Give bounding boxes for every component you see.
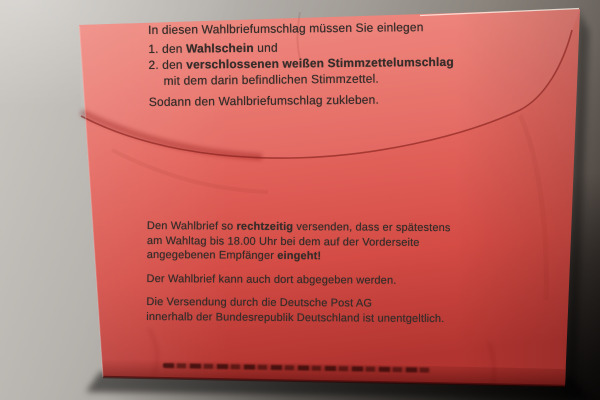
- middle-instructions-block: [146, 219, 450, 326]
- dropoff-paragraph: Der Wahlbrief kann auch dort abgegeben werden.: [146, 272, 397, 287]
- item-2-number: 2.: [148, 57, 159, 72]
- text-segment: Den Wahlbrief so: [146, 219, 237, 233]
- item-1-text-after: und: [253, 40, 278, 55]
- instruction-closing: Sodann den Wahlbriefumschlag zukleben.: [148, 92, 379, 109]
- instruction-item-2-line2: mit dem darin befindlichen Stimmzettel.: [163, 71, 379, 88]
- instruction-intro: In diesen Wahlbriefumschlag müssen Sie einlegen: [148, 20, 424, 37]
- item-2-bold-term: verschlossenen weißen Stimmzettelumschlag: [186, 54, 454, 72]
- bold-term-eingeht: eingeht!: [277, 249, 322, 263]
- instruction-item-2: [148, 54, 453, 73]
- postage-line-2: innerhalb der Bundesrepublik Deutschland ist unentgeltlich.: [146, 310, 445, 325]
- deadline-paragraph: [147, 219, 451, 265]
- postage-line-1: Die Versendung durch die Deutsche Post AG: [146, 295, 373, 310]
- text-segment: angegebenen Empfänger: [146, 248, 278, 262]
- item-2-text: den: [158, 57, 187, 72]
- item-1-number: 1.: [148, 41, 159, 56]
- deadline-line-2: am Wahltag bis 18.00 Uhr bei dem auf der Vorderseite: [146, 234, 420, 249]
- bold-term-rechtzeitig: rechtzeitig: [236, 220, 294, 234]
- top-instructions-block: [148, 19, 454, 110]
- item-1-text: den: [158, 41, 187, 56]
- deadline-line-3: [147, 248, 451, 265]
- item-1-bold-term: Wahlschein: [185, 40, 254, 56]
- text-segment: versenden, dass er spätestens: [293, 221, 451, 235]
- postage-paragraph: [146, 295, 450, 326]
- deadline-line-1: [147, 219, 451, 236]
